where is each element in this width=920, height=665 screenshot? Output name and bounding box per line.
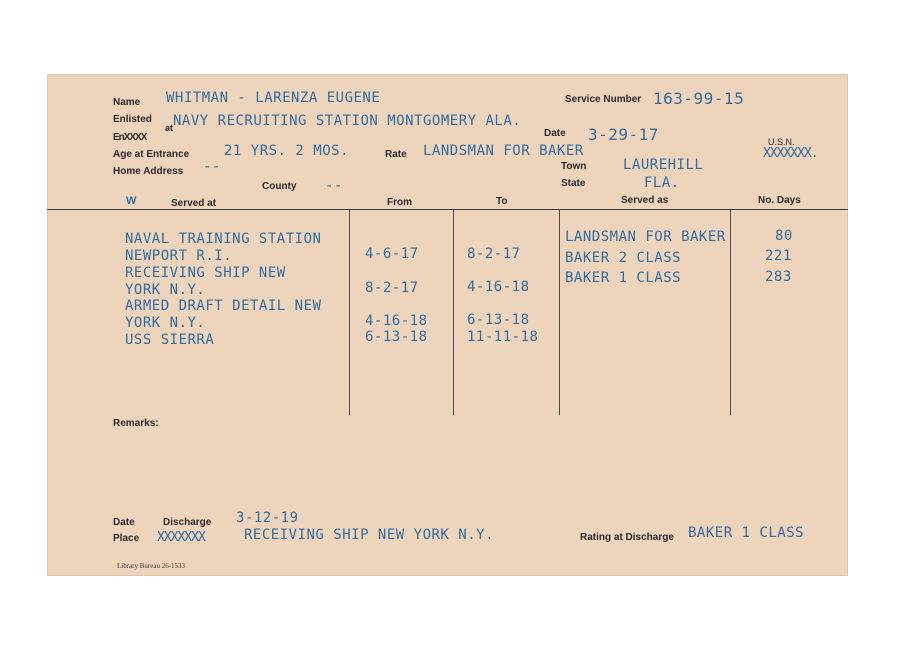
county-value: -- bbox=[325, 178, 343, 194]
served-as-entry: LANDSMAN FOR BAKER bbox=[565, 229, 726, 245]
age-label: Age at Entrance bbox=[113, 149, 190, 160]
from-date: 4-16-18 bbox=[365, 313, 428, 329]
no-days-entry: 80 bbox=[775, 228, 793, 244]
enlisted-at-value: NAVY RECRUITING STATION MONTGOMERY ALA. bbox=[173, 113, 522, 129]
w-marker: W bbox=[126, 195, 137, 207]
rating-at-discharge-value: BAKER 1 CLASS bbox=[688, 525, 805, 541]
service-number-label: Service Number bbox=[565, 94, 642, 105]
no-days-header: No. Days bbox=[758, 195, 801, 206]
name-label: Name bbox=[113, 97, 141, 108]
town-value: LAUREHILL bbox=[623, 157, 704, 173]
discharge-label: Discharge bbox=[163, 517, 212, 528]
column-divider-4 bbox=[730, 210, 731, 415]
name-value: WHITMAN - LARENZA EUGENE bbox=[166, 90, 381, 106]
discharge-date-value: 3-12-19 bbox=[236, 510, 299, 526]
state-label: State bbox=[561, 178, 586, 189]
no-days-entry: 283 bbox=[765, 269, 792, 285]
rate-value: LANDSMAN FOR BAKER bbox=[423, 143, 584, 159]
place-value: RECEIVING SHIP NEW YORK N.Y. bbox=[244, 527, 495, 543]
service-record-card bbox=[47, 74, 848, 576]
served-at-line: NAVAL TRAINING STATION bbox=[125, 231, 322, 247]
date-bottom-label: Date bbox=[113, 517, 135, 528]
served-as-header: Served as bbox=[621, 195, 669, 206]
place-struck-value: XXXXXXX bbox=[157, 530, 205, 545]
home-address-label: Home Address bbox=[113, 166, 184, 177]
date-label: Date bbox=[544, 128, 566, 139]
column-divider-3 bbox=[559, 210, 560, 415]
home-address-value: -- bbox=[203, 159, 221, 175]
service-number-value: 163-99-15 bbox=[653, 89, 745, 108]
to-date: 4-16-18 bbox=[467, 279, 530, 295]
state-value: FLA. bbox=[644, 175, 680, 191]
from-date: 4-6-17 bbox=[365, 246, 419, 262]
served-as-entry: BAKER 2 CLASS bbox=[565, 250, 682, 266]
served-at-line: YORK N.Y. bbox=[125, 282, 206, 298]
served-at-line: USS SIERRA bbox=[125, 332, 215, 348]
to-header: To bbox=[496, 196, 508, 207]
from-date: 8-2-17 bbox=[365, 280, 419, 296]
to-date: 6-13-18 bbox=[467, 312, 530, 328]
rating-at-discharge-label: Rating at Discharge bbox=[580, 532, 674, 543]
served-at-line: ARMED DRAFT DETAIL NEW bbox=[125, 298, 322, 314]
from-date: 6-13-18 bbox=[365, 329, 428, 345]
served-at-line: RECEIVING SHIP NEW bbox=[125, 265, 286, 281]
to-date: 11-11-18 bbox=[467, 329, 539, 345]
enlisted-label: Enlisted bbox=[113, 114, 152, 125]
county-label: County bbox=[262, 181, 297, 192]
usn-label: U.S.N. bbox=[768, 137, 795, 147]
usn-struck-value: XXXXXXX. bbox=[763, 146, 818, 161]
from-header: From bbox=[387, 197, 412, 208]
place-label: Place bbox=[113, 533, 140, 544]
column-divider-1 bbox=[349, 210, 350, 415]
enlisted-struck-label: EnXXXX bbox=[113, 132, 147, 143]
served-at-line: YORK N.Y. bbox=[125, 315, 206, 331]
served-at-header: Served at bbox=[171, 198, 217, 209]
rate-label: Rate bbox=[385, 149, 407, 160]
enlisted-at-label: at bbox=[165, 123, 174, 133]
age-value: 21 YRS. 2 MOS. bbox=[224, 143, 350, 159]
served-at-line: NEWPORT R.I. bbox=[125, 248, 233, 264]
to-date: 8-2-17 bbox=[467, 246, 521, 262]
date-value: 3-29-17 bbox=[588, 125, 659, 144]
library-bureau-footer: Library Bureau 26-1533 bbox=[117, 562, 186, 570]
served-as-entry: BAKER 1 CLASS bbox=[565, 270, 682, 286]
header-rule bbox=[47, 209, 848, 210]
town-label: Town bbox=[561, 161, 587, 172]
remarks-label: Remarks: bbox=[113, 418, 159, 429]
no-days-entry: 221 bbox=[765, 248, 792, 264]
column-divider-2 bbox=[453, 210, 454, 415]
